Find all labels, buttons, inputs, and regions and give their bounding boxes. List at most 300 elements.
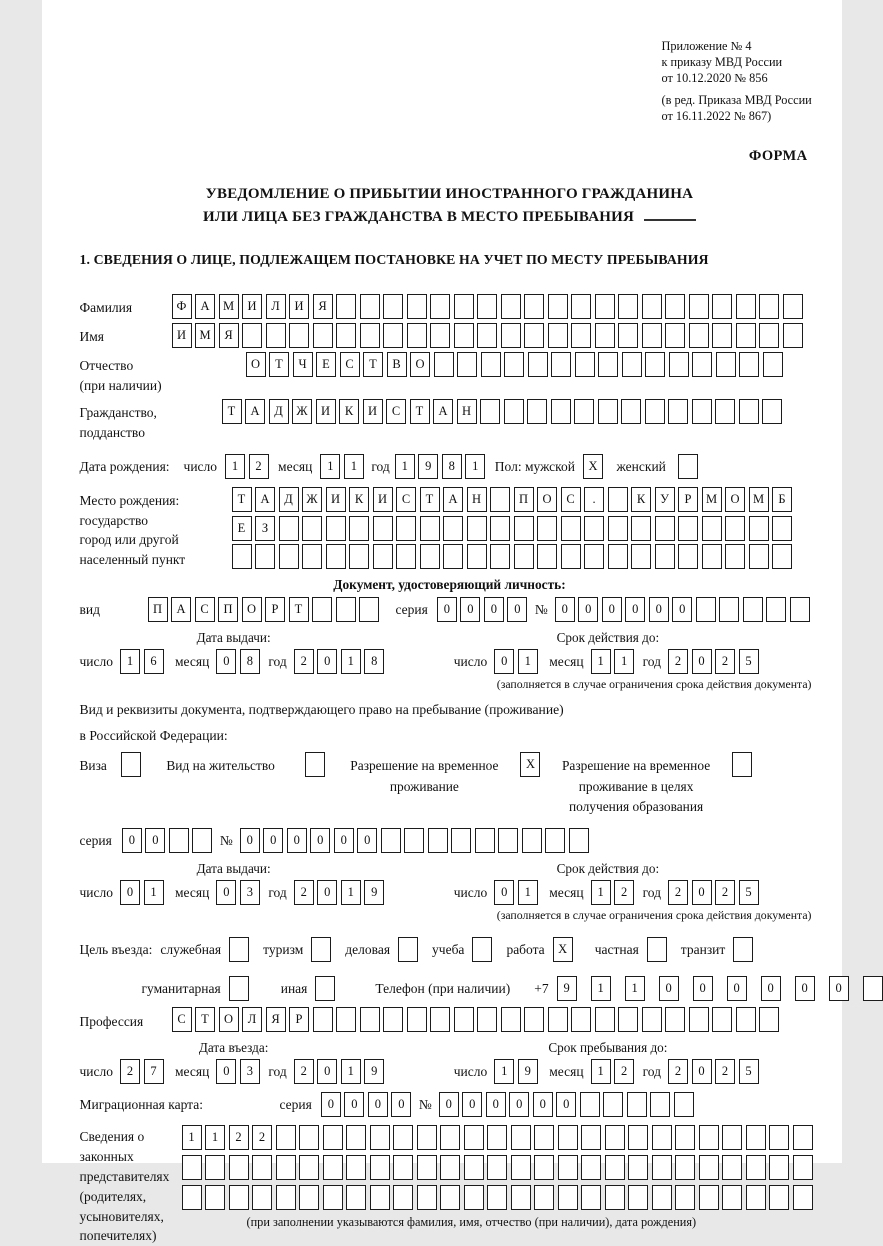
char-cell[interactable]	[605, 1155, 625, 1180]
char-cell[interactable]: 9	[364, 880, 384, 905]
char-cell[interactable]	[712, 294, 732, 319]
profession-input[interactable]	[172, 1007, 783, 1032]
char-cell[interactable]	[252, 1155, 272, 1180]
char-cell[interactable]: 0	[310, 828, 330, 853]
char-cell[interactable]: 0	[659, 976, 679, 1001]
char-cell[interactable]: П	[514, 487, 534, 512]
char-cell[interactable]	[229, 1185, 249, 1210]
char-cell[interactable]: 0	[391, 1092, 411, 1117]
char-cell[interactable]	[595, 294, 615, 319]
char-cell[interactable]: И	[326, 487, 346, 512]
purpose-humanitarian-checkbox[interactable]	[229, 976, 263, 1001]
purpose-private-checkbox[interactable]	[647, 937, 681, 962]
char-cell[interactable]: 0	[486, 1092, 506, 1117]
char-cell[interactable]	[733, 937, 753, 962]
char-cell[interactable]: А	[443, 487, 463, 512]
char-cell[interactable]	[722, 1125, 742, 1150]
char-cell[interactable]	[311, 937, 331, 962]
char-cell[interactable]	[524, 294, 544, 319]
char-cell[interactable]: Ж	[302, 487, 322, 512]
char-cell[interactable]	[477, 323, 497, 348]
char-cell[interactable]	[739, 352, 759, 377]
char-cell[interactable]	[598, 399, 618, 424]
char-cell[interactable]: 1	[144, 880, 164, 905]
char-cell[interactable]	[716, 352, 736, 377]
char-cell[interactable]	[652, 1125, 672, 1150]
char-cell[interactable]	[490, 487, 510, 512]
char-cell[interactable]: 2	[614, 1059, 634, 1084]
char-cell[interactable]	[457, 352, 477, 377]
char-cell[interactable]	[655, 544, 675, 569]
char-cell[interactable]	[642, 294, 662, 319]
residence-valid-year[interactable]	[668, 880, 762, 905]
char-cell[interactable]	[229, 937, 249, 962]
char-cell[interactable]: 9	[557, 976, 577, 1001]
char-cell[interactable]	[383, 323, 403, 348]
char-cell[interactable]: 3	[240, 1059, 260, 1084]
char-cell[interactable]	[537, 544, 557, 569]
char-cell[interactable]	[266, 323, 286, 348]
char-cell[interactable]	[407, 1007, 427, 1032]
char-cell[interactable]	[121, 752, 141, 777]
char-cell[interactable]	[722, 1185, 742, 1210]
residence-valid-day[interactable]	[494, 880, 541, 905]
char-cell[interactable]: 0	[317, 1059, 337, 1084]
char-cell[interactable]	[715, 399, 735, 424]
char-cell[interactable]: Ж	[292, 399, 312, 424]
char-cell[interactable]: Я	[266, 1007, 286, 1032]
char-cell[interactable]	[627, 1092, 647, 1117]
char-cell[interactable]	[863, 976, 883, 1001]
char-cell[interactable]: 0	[462, 1092, 482, 1117]
temp-residence-checkbox[interactable]	[510, 752, 544, 777]
char-cell[interactable]: 0	[357, 828, 377, 853]
char-cell[interactable]	[514, 516, 534, 541]
char-cell[interactable]: Н	[457, 399, 477, 424]
char-cell[interactable]	[598, 352, 618, 377]
char-cell[interactable]	[772, 544, 792, 569]
residence-seriya-input[interactable]	[122, 828, 216, 853]
char-cell[interactable]	[793, 1185, 813, 1210]
char-cell[interactable]: 1	[341, 880, 361, 905]
char-cell[interactable]: 0	[216, 880, 236, 905]
purpose-study-checkbox[interactable]	[472, 937, 506, 962]
char-cell[interactable]	[622, 352, 642, 377]
char-cell[interactable]	[323, 1125, 343, 1150]
char-cell[interactable]	[650, 1092, 670, 1117]
char-cell[interactable]: Т	[222, 399, 242, 424]
char-cell[interactable]	[360, 1007, 380, 1032]
char-cell[interactable]	[232, 544, 252, 569]
char-cell[interactable]: А	[255, 487, 275, 512]
char-cell[interactable]	[276, 1185, 296, 1210]
residence-number-input[interactable]	[240, 828, 593, 853]
char-cell[interactable]	[407, 323, 427, 348]
char-cell[interactable]	[631, 544, 651, 569]
char-cell[interactable]: 0	[727, 976, 747, 1001]
char-cell[interactable]	[746, 1125, 766, 1150]
char-cell[interactable]	[689, 294, 709, 319]
char-cell[interactable]	[313, 323, 333, 348]
char-cell[interactable]: К	[631, 487, 651, 512]
char-cell[interactable]: Е	[232, 516, 252, 541]
char-cell[interactable]	[381, 828, 401, 853]
birth-day-input[interactable]	[225, 454, 272, 479]
char-cell[interactable]: 0	[216, 1059, 236, 1084]
char-cell[interactable]	[302, 516, 322, 541]
char-cell[interactable]	[252, 1185, 272, 1210]
char-cell[interactable]	[558, 1155, 578, 1180]
char-cell[interactable]: 0	[484, 597, 504, 622]
char-cell[interactable]	[722, 1155, 742, 1180]
char-cell[interactable]	[417, 1155, 437, 1180]
char-cell[interactable]	[501, 1007, 521, 1032]
citizenship-input[interactable]	[222, 399, 786, 424]
char-cell[interactable]	[487, 1185, 507, 1210]
purpose-transit-checkbox[interactable]	[733, 937, 767, 962]
char-cell[interactable]: 0	[692, 880, 712, 905]
char-cell[interactable]: О	[725, 487, 745, 512]
char-cell[interactable]	[336, 294, 356, 319]
char-cell[interactable]: 1	[320, 454, 340, 479]
char-cell[interactable]	[762, 399, 782, 424]
char-cell[interactable]	[373, 544, 393, 569]
char-cell[interactable]: С	[396, 487, 416, 512]
char-cell[interactable]: 9	[418, 454, 438, 479]
char-cell[interactable]	[746, 1155, 766, 1180]
char-cell[interactable]	[678, 544, 698, 569]
entry-day[interactable]	[120, 1059, 167, 1084]
char-cell[interactable]	[534, 1155, 554, 1180]
char-cell[interactable]	[618, 294, 638, 319]
char-cell[interactable]: 0	[240, 828, 260, 853]
char-cell[interactable]	[655, 516, 675, 541]
char-cell[interactable]: 0	[460, 597, 480, 622]
purpose-business-checkbox[interactable]	[398, 937, 432, 962]
char-cell[interactable]: X	[520, 752, 540, 777]
char-cell[interactable]: 0	[507, 597, 527, 622]
char-cell[interactable]: 1	[120, 649, 140, 674]
char-cell[interactable]	[702, 544, 722, 569]
residence-permit-checkbox[interactable]	[295, 752, 329, 777]
char-cell[interactable]	[537, 516, 557, 541]
char-cell[interactable]	[647, 937, 667, 962]
char-cell[interactable]	[417, 1185, 437, 1210]
char-cell[interactable]	[652, 1155, 672, 1180]
char-cell[interactable]: 5	[739, 1059, 759, 1084]
char-cell[interactable]	[712, 323, 732, 348]
char-cell[interactable]: И	[373, 487, 393, 512]
char-cell[interactable]	[558, 1125, 578, 1150]
char-cell[interactable]	[642, 1007, 662, 1032]
char-cell[interactable]	[545, 828, 565, 853]
char-cell[interactable]	[628, 1125, 648, 1150]
char-cell[interactable]	[571, 1007, 591, 1032]
char-cell[interactable]	[581, 1125, 601, 1150]
char-cell[interactable]	[454, 294, 474, 319]
char-cell[interactable]: Б	[772, 487, 792, 512]
residence-issue-month[interactable]	[216, 880, 263, 905]
char-cell[interactable]: 1	[591, 649, 611, 674]
char-cell[interactable]	[769, 1155, 789, 1180]
char-cell[interactable]	[370, 1185, 390, 1210]
char-cell[interactable]	[575, 352, 595, 377]
char-cell[interactable]: Е	[316, 352, 336, 377]
char-cell[interactable]	[712, 1007, 732, 1032]
char-cell[interactable]: 0	[439, 1092, 459, 1117]
char-cell[interactable]	[229, 976, 249, 1001]
char-cell[interactable]	[561, 544, 581, 569]
char-cell[interactable]	[595, 323, 615, 348]
char-cell[interactable]	[182, 1155, 202, 1180]
char-cell[interactable]: Д	[269, 399, 289, 424]
char-cell[interactable]	[276, 1155, 296, 1180]
char-cell[interactable]	[628, 1185, 648, 1210]
migration-seriya-input[interactable]	[321, 1092, 415, 1117]
char-cell[interactable]: 1	[625, 976, 645, 1001]
char-cell[interactable]	[725, 516, 745, 541]
char-cell[interactable]	[229, 1155, 249, 1180]
char-cell[interactable]	[699, 1125, 719, 1150]
char-cell[interactable]: 0	[692, 1059, 712, 1084]
char-cell[interactable]	[346, 1185, 366, 1210]
char-cell[interactable]: И	[363, 399, 383, 424]
char-cell[interactable]: 1	[395, 454, 415, 479]
char-cell[interactable]	[528, 352, 548, 377]
char-cell[interactable]: Т	[410, 399, 430, 424]
char-cell[interactable]: Ч	[293, 352, 313, 377]
char-cell[interactable]	[605, 1125, 625, 1150]
migration-number-input[interactable]	[439, 1092, 698, 1117]
char-cell[interactable]	[383, 294, 403, 319]
char-cell[interactable]: 2	[715, 649, 735, 674]
char-cell[interactable]	[580, 1092, 600, 1117]
char-cell[interactable]	[498, 828, 518, 853]
char-cell[interactable]	[581, 1155, 601, 1180]
char-cell[interactable]	[527, 399, 547, 424]
char-cell[interactable]: 0	[216, 649, 236, 674]
residence-valid-month[interactable]	[591, 880, 638, 905]
char-cell[interactable]: 0	[649, 597, 669, 622]
char-cell[interactable]: П	[218, 597, 238, 622]
char-cell[interactable]	[511, 1155, 531, 1180]
char-cell[interactable]	[454, 1007, 474, 1032]
char-cell[interactable]: Я	[313, 294, 333, 319]
char-cell[interactable]: 1	[182, 1125, 202, 1150]
char-cell[interactable]: 0	[693, 976, 713, 1001]
char-cell[interactable]: 2	[252, 1125, 272, 1150]
char-cell[interactable]	[674, 1092, 694, 1117]
char-cell[interactable]	[487, 1155, 507, 1180]
doc-number-input[interactable]	[555, 597, 814, 622]
char-cell[interactable]: Д	[279, 487, 299, 512]
char-cell[interactable]	[276, 1125, 296, 1150]
char-cell[interactable]	[504, 352, 524, 377]
char-cell[interactable]: 0	[494, 649, 514, 674]
char-cell[interactable]: К	[339, 399, 359, 424]
char-cell[interactable]: 0	[829, 976, 849, 1001]
char-cell[interactable]: 1	[465, 454, 485, 479]
char-cell[interactable]	[430, 323, 450, 348]
char-cell[interactable]	[349, 516, 369, 541]
char-cell[interactable]: Р	[678, 487, 698, 512]
char-cell[interactable]: У	[655, 487, 675, 512]
char-cell[interactable]	[346, 1125, 366, 1150]
char-cell[interactable]	[464, 1185, 484, 1210]
char-cell[interactable]: 2	[294, 649, 314, 674]
char-cell[interactable]	[279, 516, 299, 541]
temp-residence-education-checkbox[interactable]	[722, 752, 756, 777]
char-cell[interactable]	[524, 1007, 544, 1032]
char-cell[interactable]	[608, 487, 628, 512]
char-cell[interactable]	[487, 1125, 507, 1150]
char-cell[interactable]	[349, 544, 369, 569]
char-cell[interactable]	[763, 352, 783, 377]
char-cell[interactable]	[315, 976, 335, 1001]
entry-year[interactable]	[294, 1059, 388, 1084]
char-cell[interactable]: Р	[289, 1007, 309, 1032]
char-cell[interactable]	[398, 937, 418, 962]
char-cell[interactable]: 2	[715, 880, 735, 905]
birth-month-input[interactable]	[320, 454, 367, 479]
char-cell[interactable]: О	[242, 597, 262, 622]
char-cell[interactable]	[739, 399, 759, 424]
char-cell[interactable]	[454, 323, 474, 348]
char-cell[interactable]	[766, 597, 786, 622]
char-cell[interactable]	[621, 399, 641, 424]
char-cell[interactable]	[443, 544, 463, 569]
char-cell[interactable]: 0	[509, 1092, 529, 1117]
char-cell[interactable]	[534, 1185, 554, 1210]
char-cell[interactable]	[678, 454, 698, 479]
char-cell[interactable]: А	[245, 399, 265, 424]
char-cell[interactable]: Ф	[172, 294, 192, 319]
char-cell[interactable]	[772, 516, 792, 541]
char-cell[interactable]	[551, 352, 571, 377]
char-cell[interactable]	[396, 544, 416, 569]
char-cell[interactable]: X	[553, 937, 573, 962]
char-cell[interactable]: 2	[294, 880, 314, 905]
char-cell[interactable]	[665, 1007, 685, 1032]
char-cell[interactable]	[675, 1155, 695, 1180]
char-cell[interactable]: 5	[739, 649, 759, 674]
purpose-official-checkbox[interactable]	[229, 937, 263, 962]
char-cell[interactable]	[584, 516, 604, 541]
char-cell[interactable]	[299, 1125, 319, 1150]
char-cell[interactable]	[420, 516, 440, 541]
char-cell[interactable]	[511, 1185, 531, 1210]
char-cell[interactable]: З	[255, 516, 275, 541]
char-cell[interactable]	[490, 544, 510, 569]
char-cell[interactable]: И	[172, 323, 192, 348]
char-cell[interactable]	[451, 828, 471, 853]
char-cell[interactable]	[665, 323, 685, 348]
char-cell[interactable]	[574, 399, 594, 424]
char-cell[interactable]	[336, 1007, 356, 1032]
char-cell[interactable]	[504, 399, 524, 424]
char-cell[interactable]	[678, 516, 698, 541]
patronymic-input[interactable]	[246, 352, 787, 377]
char-cell[interactable]: 1	[518, 880, 538, 905]
purpose-work-checkbox[interactable]	[553, 937, 587, 962]
char-cell[interactable]: 0	[555, 597, 575, 622]
char-cell[interactable]	[475, 828, 495, 853]
char-cell[interactable]	[370, 1155, 390, 1180]
char-cell[interactable]: 1	[205, 1125, 225, 1150]
char-cell[interactable]: Р	[265, 597, 285, 622]
char-cell[interactable]	[699, 1155, 719, 1180]
char-cell[interactable]	[732, 752, 752, 777]
char-cell[interactable]	[793, 1125, 813, 1150]
char-cell[interactable]	[182, 1185, 202, 1210]
char-cell[interactable]: Т	[232, 487, 252, 512]
purpose-other-checkbox[interactable]	[315, 976, 349, 1001]
char-cell[interactable]	[675, 1185, 695, 1210]
char-cell[interactable]	[696, 597, 716, 622]
char-cell[interactable]: 1	[344, 454, 364, 479]
char-cell[interactable]: 2	[249, 454, 269, 479]
char-cell[interactable]	[481, 352, 501, 377]
char-cell[interactable]: 8	[442, 454, 462, 479]
char-cell[interactable]: 0	[317, 880, 337, 905]
char-cell[interactable]	[302, 544, 322, 569]
char-cell[interactable]	[417, 1125, 437, 1150]
char-cell[interactable]: 2	[668, 880, 688, 905]
char-cell[interactable]	[548, 323, 568, 348]
char-cell[interactable]: О	[537, 487, 557, 512]
char-cell[interactable]: 1	[341, 1059, 361, 1084]
char-cell[interactable]: Я	[219, 323, 239, 348]
char-cell[interactable]: И	[316, 399, 336, 424]
char-cell[interactable]	[192, 828, 212, 853]
char-cell[interactable]: 2	[614, 880, 634, 905]
char-cell[interactable]	[581, 1185, 601, 1210]
entry-month[interactable]	[216, 1059, 263, 1084]
char-cell[interactable]	[490, 516, 510, 541]
char-cell[interactable]: К	[349, 487, 369, 512]
stay-year[interactable]	[668, 1059, 762, 1084]
char-cell[interactable]	[719, 597, 739, 622]
char-cell[interactable]	[467, 516, 487, 541]
representatives-input-row1[interactable]	[182, 1125, 817, 1150]
char-cell[interactable]: М	[749, 487, 769, 512]
char-cell[interactable]	[346, 1155, 366, 1180]
char-cell[interactable]: 2	[294, 1059, 314, 1084]
char-cell[interactable]	[511, 1125, 531, 1150]
char-cell[interactable]: 0	[533, 1092, 553, 1117]
char-cell[interactable]	[548, 294, 568, 319]
char-cell[interactable]: О	[219, 1007, 239, 1032]
char-cell[interactable]: М	[219, 294, 239, 319]
char-cell[interactable]: 1	[591, 976, 611, 1001]
char-cell[interactable]: 2	[120, 1059, 140, 1084]
char-cell[interactable]	[323, 1155, 343, 1180]
char-cell[interactable]	[558, 1185, 578, 1210]
birth-place-input-row1[interactable]	[232, 487, 796, 512]
char-cell[interactable]	[569, 828, 589, 853]
purpose-tourism-checkbox[interactable]	[311, 937, 345, 962]
char-cell[interactable]: 0	[556, 1092, 576, 1117]
char-cell[interactable]	[440, 1125, 460, 1150]
char-cell[interactable]	[430, 1007, 450, 1032]
char-cell[interactable]	[313, 1007, 333, 1032]
char-cell[interactable]	[725, 544, 745, 569]
surname-input[interactable]	[172, 294, 807, 319]
char-cell[interactable]: 0	[122, 828, 142, 853]
char-cell[interactable]: 1	[518, 649, 538, 674]
stay-day[interactable]	[494, 1059, 541, 1084]
identity-valid-day[interactable]	[494, 649, 541, 674]
